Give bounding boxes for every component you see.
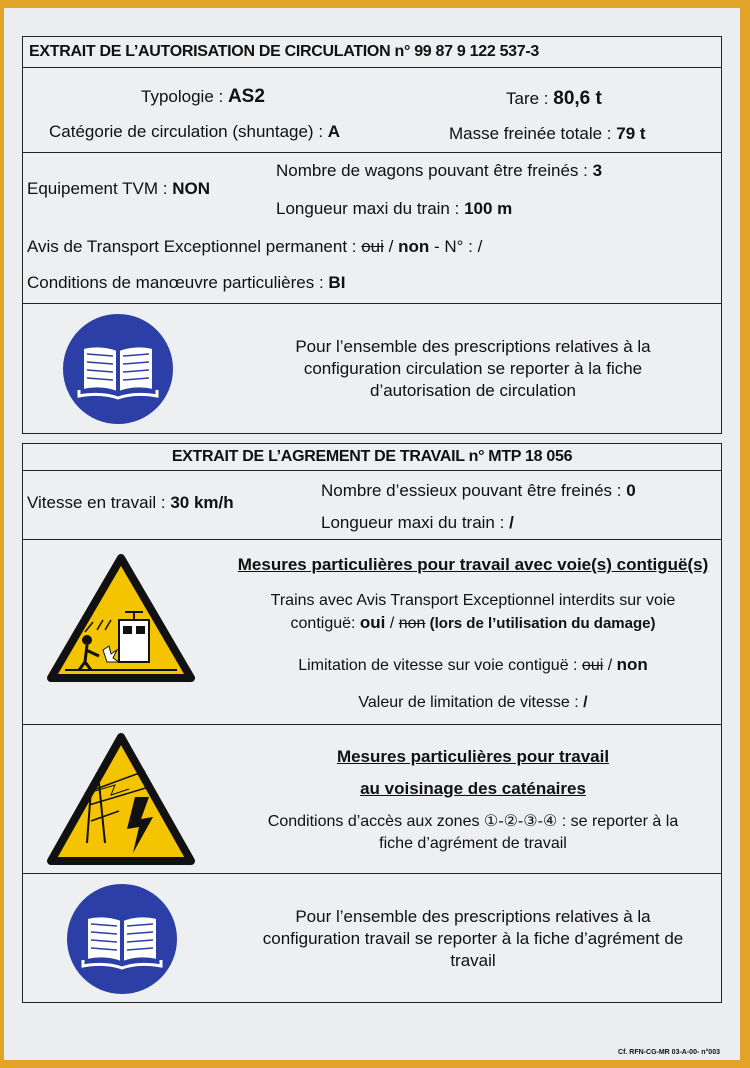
tare: Tare : 80,6 t (506, 88, 602, 109)
masse-freinee: Masse freinée totale : 79 t (449, 124, 646, 143)
book-text-travail: Pour l’ensemble des prescriptions relatives à la configuration travail se reporter à la fiche d’agrément de travail (262, 907, 684, 970)
catenaires-text: Conditions d’accès aux zones ①-②-③-④ : se reporter à la fiche d’agrément de travail (267, 813, 679, 852)
nombre-wagons: Nombre de wagons pouvant être freinés : 3 (276, 161, 603, 180)
vitesse-travail: Vitesse en travail : 30 km/h (27, 493, 234, 512)
autorisation-circulation-box (22, 36, 722, 434)
book-text-circulation: Pour l’ensemble des prescriptions relatives à la configuration circulation se reporter à la fiche d’autorisation de circulation (295, 337, 651, 400)
conditions-manoeuvre: Conditions de manœuvre particulières : BI (27, 273, 346, 292)
section2-title: EXTRAIT DE L’AGREMENT DE TRAVAIL n° MTP 18 056 (23, 444, 721, 471)
section1-row-general (23, 68, 721, 153)
longueur-maxi: Longueur maxi du train : 100 m (276, 199, 513, 218)
typologie: Typologie : AS2 (141, 86, 265, 107)
voie-contigue-title: Mesures particulières pour travail avec voie(s) contiguë(s) (237, 555, 709, 574)
equipement-tvm: Equipement TVM : NON (27, 179, 210, 198)
info-sheet (4, 8, 740, 1060)
voie-contigue-text: Trains avec Avis Transport Exceptionnel interdits sur voie contiguë: oui / non (lors de l’utilisation du damage) (270, 592, 676, 632)
section2-row-speed (23, 471, 721, 540)
book-icon (63, 314, 173, 424)
train-warning-icon (45, 552, 197, 689)
footer-reference: Cf. RFN-CG-MR 03-A-00- n°003 (618, 1049, 720, 1056)
section2-row-catenaires (23, 725, 721, 874)
categorie-circulation: Catégorie de circulation (shuntage) : A (49, 122, 341, 141)
avis-transport-exceptionnel: Avis de Transport Exceptionnel permanent : oui / non - N° : / (27, 237, 483, 256)
agrement-travail-box (22, 443, 722, 1003)
section2-row-book (23, 874, 721, 1002)
book-icon (67, 884, 177, 994)
section2-row-voie-contigue (23, 540, 721, 725)
limitation-vitesse: Limitation de vitesse sur voie contiguë : oui / non (298, 655, 648, 674)
section1-row-equipment (23, 153, 721, 304)
section1-row-book (23, 304, 721, 432)
section1-title: EXTRAIT DE L’AUTORISATION DE CIRCULATION n° 99 87 9 122 537-3 (23, 37, 721, 68)
nombre-essieux: Nombre d’essieux pouvant être freinés : 0 (321, 481, 636, 500)
catenaires-title: Mesures particulières pour travail au voisinage des caténaires (336, 747, 610, 798)
valeur-limitation: Valeur de limitation de vitesse : / (358, 694, 588, 711)
longueur-maxi-travail: Longueur maxi du train : / (321, 513, 514, 532)
electric-warning-icon (45, 731, 197, 872)
